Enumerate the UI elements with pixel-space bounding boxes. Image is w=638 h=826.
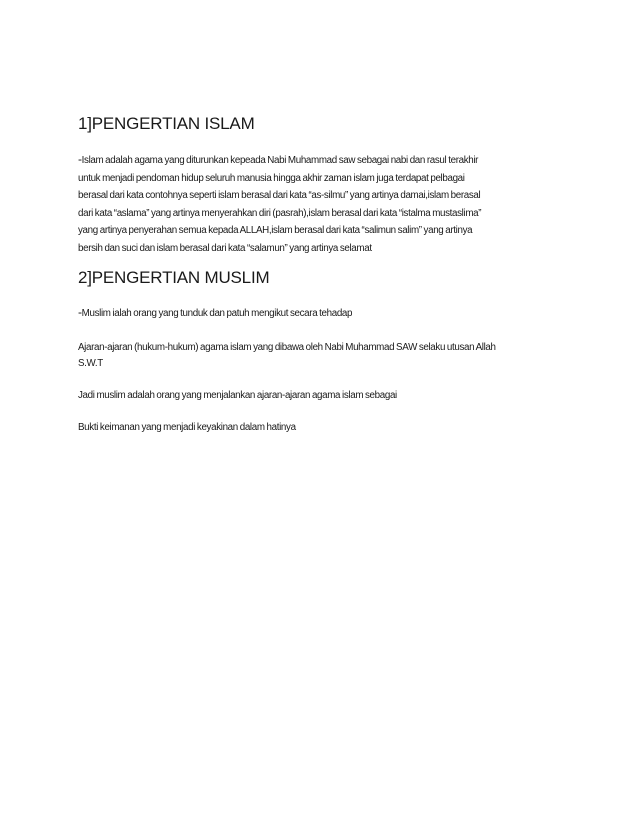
paragraph-text: S.W.T: [78, 358, 103, 369]
paragraph-line: dari kata “aslama” yang artinya menyerahkan diri (pasrah),islam berasal dari kata “istalma mustaslima”: [78, 207, 482, 219]
paragraph-line: berasal dari kata contohnya seperti islam berasal dari kata “as-silmu” yang artinya damai,islam berasal: [78, 190, 481, 201]
dash-bullet: -: [78, 152, 82, 166]
paragraph: Bukti keimanan yang menjadi keyakinan dalam hatinya: [78, 422, 296, 433]
document-body: [78, 114, 568, 452]
section-heading: 1]PENGERTIAN ISLAM: [78, 114, 255, 133]
paragraph-line: yang artinya penyerahan semua kepada ALLAH,islam berasal dari kata “salimun salim” yang artinya: [78, 225, 473, 236]
dash-bullet: -: [78, 305, 82, 319]
paragraph-text: Ajaran-ajaran (hukum-hukum) agama islam yang dibawa oleh Nabi Muhammad SAW selaku utusan Allah: [78, 342, 496, 353]
section-pengertian-muslim: [78, 268, 568, 436]
paragraph: [78, 304, 568, 322]
paragraph-text: Muslim ialah orang yang tunduk dan patuh mengikut secara tehadap: [81, 308, 353, 319]
paragraph-line: bersih dan suci dan islam berasal dari kata “salamun” yang artinya selamat: [78, 242, 372, 254]
paragraph-text: Islam adalah agama yang diturunkan kepeada Nabi Muhammad saw sebagai nabi dan rasul terakhir: [81, 155, 479, 166]
paragraph: [78, 340, 568, 372]
section-heading: 2]PENGERTIAN MUSLIM: [78, 268, 270, 287]
paragraph: Jadi muslim adalah orang yang menjalankan ajaran-ajaran agama islam sebagai: [78, 390, 397, 401]
paragraph-line: [78, 151, 568, 170]
section-pengertian-islam: [78, 114, 568, 257]
paragraph-line: untuk menjadi pendoman hidup seluruh manusia hingga akhir zaman islam juga terdapat pelbagai: [78, 172, 465, 184]
